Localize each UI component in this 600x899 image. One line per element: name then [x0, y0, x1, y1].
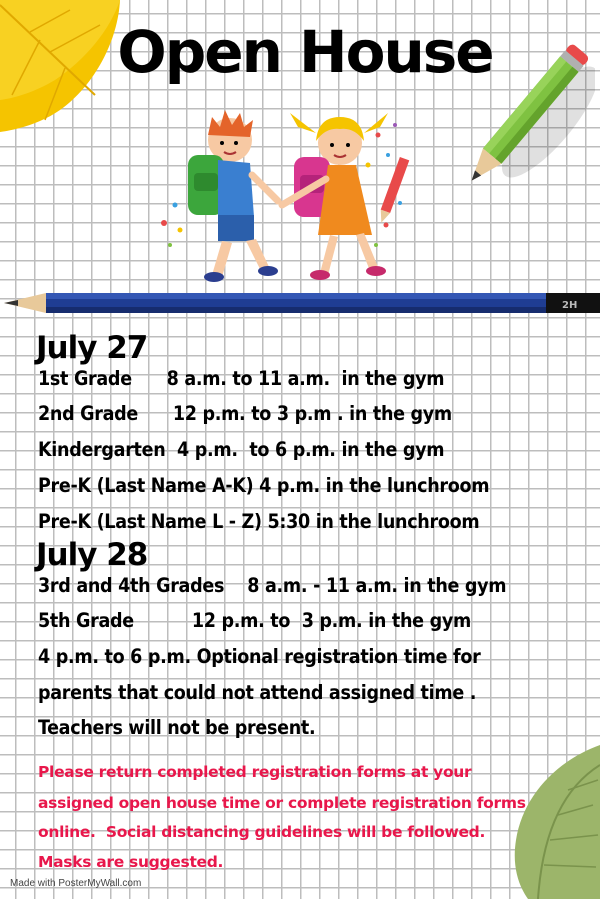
schedule-line: 1st Grade 8 a.m. to 11 a.m. in the gym [38, 367, 445, 390]
notice-line: assigned open house time or complete registration forms [38, 794, 526, 812]
notice-line: Please return completed registration forms at your [38, 763, 472, 781]
pencil-grade-label: 2H [562, 300, 578, 311]
schedule-line: 2nd Grade 12 p.m. to 3 p.m . in the gym [38, 402, 452, 425]
schedule-line: parents that could not attend assigned time . [38, 681, 477, 704]
credit-text: Made with PosterMyWall.com [10, 878, 142, 889]
schedule-line: Pre-K (Last Name L - Z) 5:30 in the lunchroom [38, 510, 480, 533]
date-heading-2: July 28 [36, 537, 148, 573]
notice-line: online. Social distancing guidelines will be followed. [38, 823, 486, 841]
schedule-line: Kindergarten 4 p.m. to 6 p.m. in the gym [38, 438, 445, 461]
schedule-line: 3rd and 4th Grades 8 a.m. - 11 a.m. in the gym [38, 574, 507, 597]
page-title: Open House [117, 18, 493, 86]
blue-pencil-icon [0, 288, 600, 318]
date-heading-1: July 27 [36, 330, 148, 366]
schedule-line: 5th Grade 12 p.m. to 3 p.m. in the gym [38, 609, 471, 632]
notice-line: Masks are suggested. [38, 853, 224, 871]
green-leaf-icon [498, 745, 600, 899]
schedule-line: Pre-K (Last Name A-K) 4 p.m. in the lunchroom [38, 474, 490, 497]
schedule-line: Teachers will not be present. [38, 716, 316, 739]
schedule-line: 4 p.m. to 6 p.m. Optional registration time for [38, 645, 481, 668]
children-with-backpacks-illustration [150, 105, 420, 285]
